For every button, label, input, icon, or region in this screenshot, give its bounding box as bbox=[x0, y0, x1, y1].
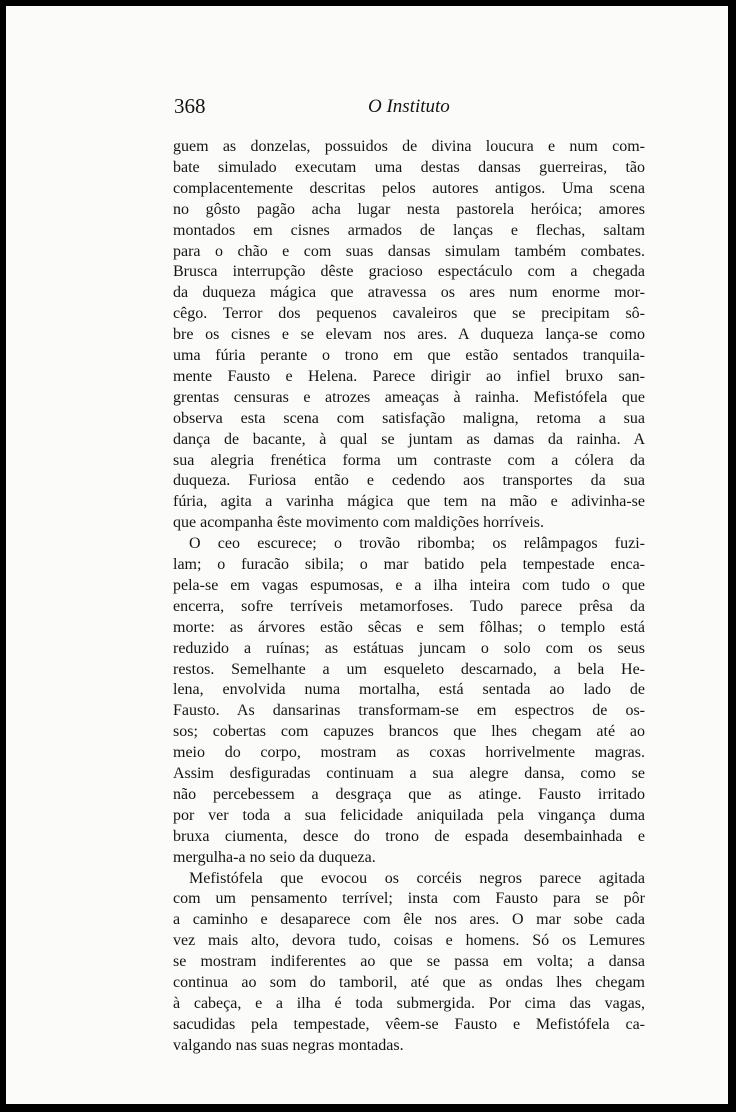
text-line bbox=[173, 806, 645, 826]
text-line bbox=[173, 869, 645, 889]
text-line bbox=[173, 325, 645, 345]
text-line bbox=[173, 513, 544, 533]
text-line-content: duqueza. Furiosa então e cedendo aos transportes da sua bbox=[173, 472, 645, 490]
text-line bbox=[173, 848, 376, 868]
text-line bbox=[173, 346, 645, 366]
text-line bbox=[173, 534, 645, 554]
text-line-content: mergulha-a no seio da duqueza. bbox=[173, 848, 376, 866]
text-line-content: para o chão e com suas dansas simulam também combates. bbox=[173, 242, 645, 260]
text-line bbox=[173, 785, 645, 805]
text-line bbox=[173, 764, 645, 784]
text-line-content: uma fúria perante o trono em que estão sentados tranquila- bbox=[173, 347, 645, 364]
text-line bbox=[173, 1036, 404, 1056]
text-line bbox=[173, 430, 645, 450]
text-line-content: Fausto. As dansarinas transformam-se em espectros de os- bbox=[173, 702, 645, 720]
text-line bbox=[173, 1015, 645, 1035]
text-line bbox=[173, 639, 645, 659]
page-number: 368 bbox=[174, 94, 206, 118]
text-line bbox=[173, 492, 645, 512]
text-line-content: meio do corpo, mostram as coxas horrivelmente magras. bbox=[173, 744, 645, 762]
text-line bbox=[173, 242, 645, 262]
text-line bbox=[173, 973, 645, 993]
text-line bbox=[173, 931, 645, 951]
text-line bbox=[173, 910, 645, 930]
text-line bbox=[173, 158, 645, 178]
text-line bbox=[173, 722, 645, 742]
text-line-content: dança de bacante, à qual se juntam as damas da rainha. A bbox=[173, 430, 645, 448]
text-line bbox=[173, 952, 645, 972]
text-line bbox=[173, 660, 645, 680]
text-line bbox=[173, 555, 645, 575]
text-line bbox=[173, 576, 645, 596]
text-line-content: Brusca interrupção dêste gracioso espectáculo com a chegada bbox=[173, 263, 645, 281]
text-line bbox=[173, 680, 645, 700]
text-line bbox=[173, 618, 645, 638]
text-line-content: que acompanha êste movimento com maldições horríveis. bbox=[173, 514, 544, 532]
text-line bbox=[173, 200, 645, 220]
text-line bbox=[173, 889, 645, 909]
text-line-content: bruxa ciumenta, desce do trono de espada desembainhada e bbox=[173, 827, 645, 845]
text-line bbox=[173, 743, 645, 763]
running-title: O Instituto bbox=[368, 96, 450, 117]
text-line-content: sos; cobertas com capuzes brancos que lhes chegam até ao bbox=[173, 723, 645, 741]
text-line-content: no gôsto pagão acha lugar nesta pastorela heróica; amores bbox=[173, 200, 645, 218]
text-line-content: sua alegria frenética forma um contraste com a cólera da bbox=[173, 451, 645, 469]
text-line-content: se mostram indiferentes ao que se passa em volta; a dansa bbox=[173, 953, 645, 971]
text-line-content: por ver toda a sua felicidade aniquilada pela vingança duma bbox=[173, 806, 645, 824]
text-line-content: não percebessem a desgraça que as atinge. Fausto irritado bbox=[173, 785, 645, 803]
text-line bbox=[173, 304, 645, 324]
text-line-content: sacudidas pela tempestade, vêem-se Fausto e Mefistófela ca- bbox=[173, 1015, 645, 1033]
text-line bbox=[173, 597, 645, 617]
text-line-content: cêgo. Terror dos pequenos cavaleiros que se precipitam sô- bbox=[173, 305, 645, 323]
text-line bbox=[173, 367, 645, 387]
text-line-content: a caminho e desaparece com êle nos ares. O mar sobe cada bbox=[173, 911, 645, 929]
text-line-content: grentas censuras e atrozes ameaças à rainha. Mefistófela que bbox=[173, 388, 645, 406]
text-line-content: encerra, sofre terríveis metamorfoses. Tudo parece prêsa da bbox=[173, 597, 645, 615]
text-line-content: pela-se em vagas espumosas, e a ilha inteira com tudo o que bbox=[173, 576, 645, 594]
text-line bbox=[173, 994, 645, 1014]
text-line-content: Assim desfiguradas continuam a sua alegre dansa, como se bbox=[173, 765, 645, 782]
text-line-content: à cabeça, e a ilha é toda submergida. Por cima das vagas, bbox=[173, 994, 645, 1012]
text-line-content: valgando nas suas negras montadas. bbox=[173, 1036, 404, 1054]
text-line-content: reduzido a ruínas; as estátuas juncam o solo com os seus bbox=[173, 639, 645, 657]
text-line bbox=[173, 137, 645, 157]
text-line-content: observa esta scena com satisfação maligna, retoma a sua bbox=[173, 409, 645, 427]
text-line-content: lam; o furacão sibila; o mar batido pela tempestade enca- bbox=[173, 556, 645, 573]
text-line-content: bre os cisnes e se elevam nos ares. A duqueza lança-se como bbox=[173, 326, 645, 344]
text-line-content: continua ao som do tamboril, até que as ondas lhes chegam bbox=[173, 974, 645, 991]
text-line-content: complacentemente descritas pelos autores antigos. Uma scena bbox=[173, 179, 645, 197]
text-line bbox=[173, 827, 645, 847]
text-line bbox=[173, 409, 645, 429]
text-line-content: mente Fausto e Helena. Parece dirigir ao infiel bruxo san- bbox=[173, 367, 645, 385]
text-line-content: Mefistófela que evocou os corcéis negros parece agitada bbox=[189, 869, 645, 887]
text-line bbox=[173, 471, 645, 491]
text-line-content: fúria, agita a varinha mágica que tem na mão e adivinha-se bbox=[173, 493, 645, 511]
text-line-content: lena, envolvida numa mortalha, está sentada ao lado de bbox=[173, 681, 645, 699]
text-line-content: morte: as árvores estão sêcas e sem fôlhas; o templo está bbox=[173, 618, 645, 636]
book-page bbox=[6, 6, 728, 1104]
text-line bbox=[173, 451, 645, 471]
page-header bbox=[174, 94, 644, 120]
text-line bbox=[173, 221, 645, 241]
text-line-content: restos. Semelhante a um esqueleto descarnado, a bela He- bbox=[173, 660, 645, 678]
text-line-content: com um pensamento terrível; insta com Fausto para se pôr bbox=[173, 890, 645, 908]
text-line-content: da duqueza mágica que atravessa os ares num enorme mor- bbox=[173, 284, 645, 302]
text-line bbox=[173, 179, 645, 199]
text-line bbox=[173, 388, 645, 408]
text-line bbox=[173, 701, 645, 721]
text-line-content: vez mais alto, devora tudo, coisas e homens. Só os Lemures bbox=[173, 932, 645, 950]
text-line bbox=[173, 262, 645, 282]
text-line-content: O ceo escurece; o trovão ribomba; os relâmpagos fuzi- bbox=[189, 535, 645, 553]
text-line-content: bate simulado executam uma destas dansas guerreiras, tão bbox=[173, 158, 645, 176]
text-line-content: montados em cisnes armados de lanças e flechas, saltam bbox=[173, 221, 645, 239]
text-line bbox=[173, 283, 645, 303]
text-line-content: guem as donzelas, possuidos de divina loucura e num com- bbox=[173, 138, 645, 155]
